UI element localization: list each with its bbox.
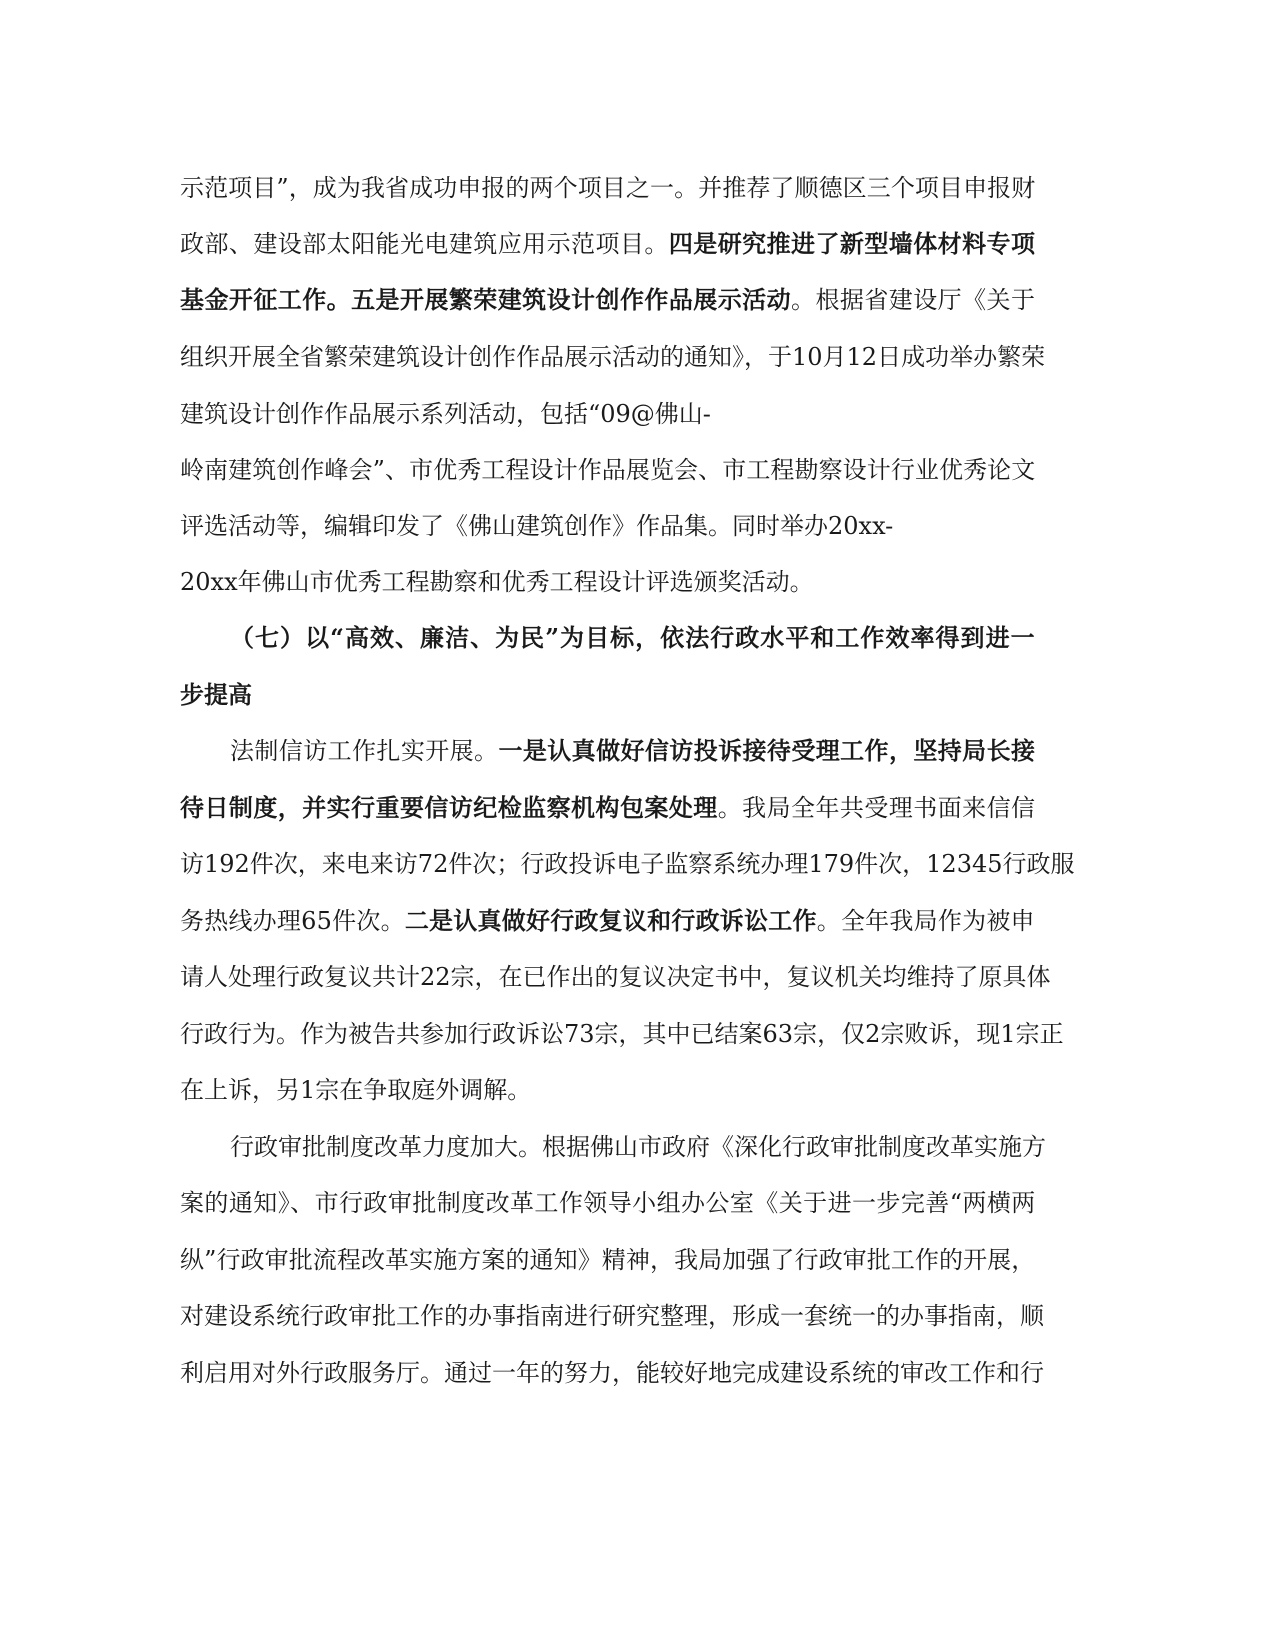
text-segment: 组织开展全省繁荣建筑设计创作作品展示活动的通知》，于10月12日成功举办繁荣 [180, 343, 1046, 371]
text-segment: 在上诉，另1宗在争取庭外调解。 [180, 1076, 532, 1104]
text-segment: 政部、建设部太阳能光电建筑应用示范项目。 [180, 230, 669, 258]
bold-text-segment: 步提高 [180, 680, 252, 709]
bold-text-segment: 待日制度，并实行重要信访纪检监察机构包案处理 [180, 793, 718, 822]
text-line [180, 961, 1051, 993]
text-line [180, 1187, 1036, 1219]
bold-text-segment: 四是研究推进了新型墙体材料专项 [668, 229, 1036, 258]
text-segment: 20xx年佛山市优秀工程勘察和优秀工程设计评选颁奖活动。 [180, 568, 814, 596]
text-line [180, 454, 1035, 486]
bold-text-segment: 二是认真做好行政复议和行政诉讼工作 [404, 906, 817, 935]
bold-text-segment: 基金开征工作。五是开展繁荣建筑设计创作作品展示活动 [180, 285, 792, 314]
text-line [180, 566, 814, 598]
text-segment: 纵”行政审批流程改革实施方案的通知》精神，我局加强了行政审批工作的开展， [180, 1246, 1036, 1274]
text-line [180, 341, 1045, 373]
text-line [230, 622, 1036, 654]
text-line [180, 1357, 1044, 1389]
text-segment: 行政审批制度改革力度加大。根据佛山市政府《深化行政审批制度改革实施方 [230, 1133, 1046, 1161]
text-line [180, 284, 1035, 316]
text-line [180, 172, 1035, 204]
bold-text-segment: 一是认真做好信访投诉接待受理工作，坚持局长接 [498, 736, 1036, 765]
text-segment: 。我局全年共受理书面来信信 [717, 794, 1036, 822]
text-line [180, 510, 893, 542]
text-line [180, 679, 252, 711]
text-line [180, 1244, 1035, 1276]
text-segment: 评选活动等，编辑印发了《佛山建筑创作》作品集。同时举办20xx- [180, 512, 894, 540]
text-segment: 案的通知》、市行政审批制度改革工作领导小组办公室《关于进一步完善“两横两 [180, 1189, 1036, 1217]
text-segment: 岭南建筑创作峰会”、市优秀工程设计作品展览会、市工程勘察设计行业优秀论文 [180, 456, 1036, 484]
text-segment: 访192件次，来电来访72件次；行政投诉电子监察系统办理179件次，12345行政服 [180, 850, 1075, 878]
text-segment: 利启用对外行政服务厅。通过一年的努力，能较好地完成建设系统的审改工作和行 [180, 1359, 1044, 1387]
text-segment: 对建设系统行政审批工作的办事指南进行研究整理，形成一套统一的办事指南，顺 [180, 1302, 1044, 1330]
text-segment: 请人处理行政复议共计22宗，在已作出的复议决定书中，复议机关均维持了原具体 [180, 963, 1051, 991]
text-line [180, 1074, 531, 1106]
text-segment: 。全年我局作为被申 [816, 907, 1035, 935]
text-line [230, 735, 1035, 767]
text-segment: 行政行为。作为被告共参加行政诉讼73宗，其中已结案63宗，仅2宗败诉，现1宗正 [180, 1020, 1064, 1048]
text-line [180, 228, 1035, 260]
text-segment: 。根据省建设厅《关于 [791, 286, 1036, 314]
text-segment: 法制信访工作扎实开展。 [230, 737, 499, 765]
text-line [180, 848, 1075, 880]
text-line [180, 905, 1035, 937]
text-segment: 建筑设计创作作品展示系列活动，包括“09@佛山- [180, 400, 711, 428]
bold-text-segment: （七）以“高效、廉洁、为民”为目标，依法行政水平和工作效率得到进一 [230, 623, 1036, 652]
text-line [230, 1131, 1046, 1163]
text-segment: 务热线办理65件次。 [180, 907, 405, 935]
text-line [180, 1300, 1044, 1332]
text-segment: 示范项目”，成为我省成功申报的两个项目之一。并推荐了顺德区三个项目申报财 [180, 174, 1036, 202]
text-line [180, 792, 1035, 824]
text-line [180, 398, 711, 430]
text-line [180, 1018, 1064, 1050]
